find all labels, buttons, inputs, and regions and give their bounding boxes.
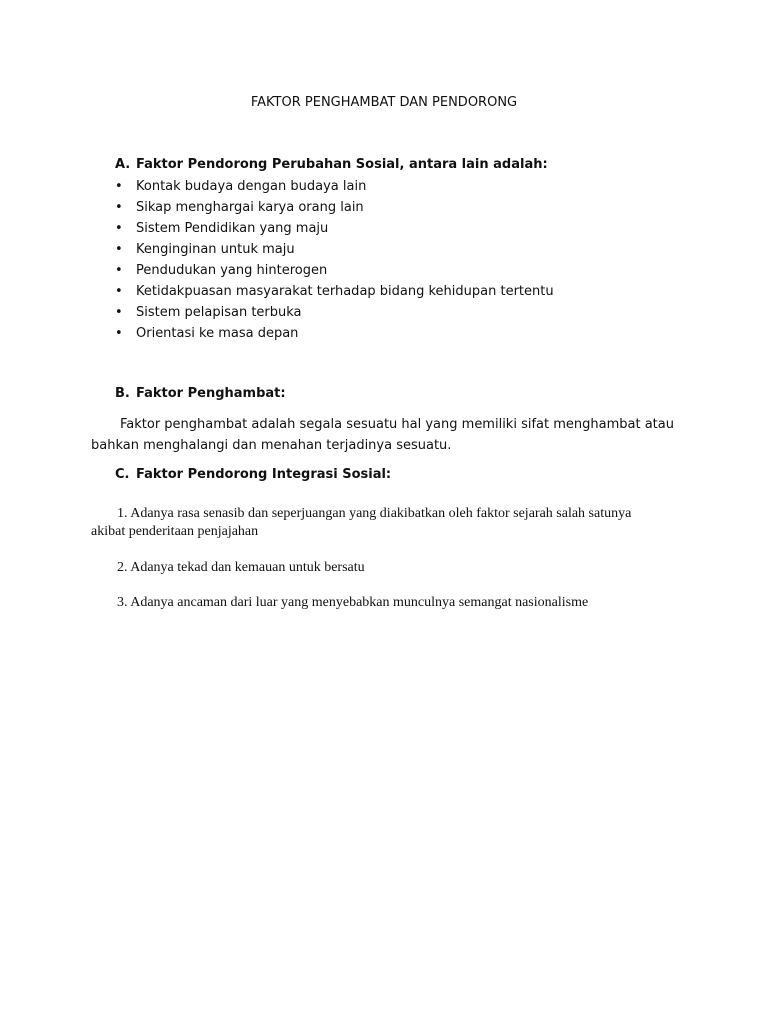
bullet-icon: • — [115, 326, 123, 341]
numbered-item-1 — [91, 505, 631, 541]
section-c-heading — [115, 466, 391, 484]
bullet-icon: • — [115, 284, 123, 299]
list-item — [115, 323, 554, 344]
list-item — [115, 176, 554, 197]
section-b-paragraph — [91, 414, 674, 456]
numbered-item-3 — [91, 594, 588, 612]
list-item-text: Kontak budaya dengan budaya lain — [136, 179, 367, 194]
numbered-item-line: 2. Adanya tekad dan kemauan untuk bersatu — [117, 560, 365, 575]
list-item-text: Sistem pelapisan terbuka — [136, 305, 302, 320]
section-b-letter: B. — [115, 386, 130, 401]
section-a-bullet-list — [115, 176, 554, 344]
list-item — [115, 302, 554, 323]
numbered-item-line: 3. Adanya ancaman dari luar yang menyebabkan munculnya semangat nasionalisme — [117, 595, 589, 610]
section-b-title: Faktor Penghambat: — [136, 386, 286, 401]
section-b-heading — [115, 385, 286, 403]
list-item-text: Ketidakpuasan masyarakat terhadap bidang kehidupan tertentu — [136, 284, 554, 299]
list-item-text: Sistem Pendidikan yang maju — [136, 221, 329, 236]
document-title: FAKTOR PENGHAMBAT DAN PENDORONG — [250, 95, 518, 110]
bullet-icon: • — [115, 305, 123, 320]
section-a-letter: A. — [115, 157, 131, 172]
list-item-text: Sikap menghargai karya orang lain — [136, 200, 364, 215]
bullet-icon: • — [115, 221, 123, 236]
list-item — [115, 197, 554, 218]
bullet-icon: • — [115, 263, 123, 278]
list-item — [115, 260, 554, 281]
list-item-text: Kenginginan untuk maju — [136, 242, 295, 257]
list-item — [115, 281, 554, 302]
numbered-item-2 — [91, 559, 365, 577]
section-c-title: Faktor Pendorong Integrasi Sosial: — [136, 467, 392, 482]
section-a-heading — [115, 156, 548, 174]
numbered-item-line: akibat penderitaan penjajahan — [91, 524, 259, 539]
numbered-item-line: 1. Adanya rasa senasib dan seperjuangan yang diakibatkan oleh faktor sejarah salah satunya — [117, 506, 632, 521]
bullet-icon: • — [115, 200, 123, 215]
section-c-letter: C. — [115, 467, 130, 482]
section-a-title: Faktor Pendorong Perubahan Sosial, antara lain adalah: — [136, 157, 548, 172]
list-item-text: Pendudukan yang hinterogen — [136, 263, 328, 278]
list-item — [115, 218, 554, 239]
bullet-icon: • — [115, 179, 123, 194]
bullet-icon: • — [115, 242, 123, 257]
list-item — [115, 239, 554, 260]
list-item-text: Orientasi ke masa depan — [136, 326, 299, 341]
paragraph-line: Faktor penghambat adalah segala sesuatu hal yang memiliki sifat menghambat atau — [120, 417, 674, 432]
paragraph-line: bahkan menghalangi dan menahan terjadinya sesuatu. — [91, 438, 452, 453]
